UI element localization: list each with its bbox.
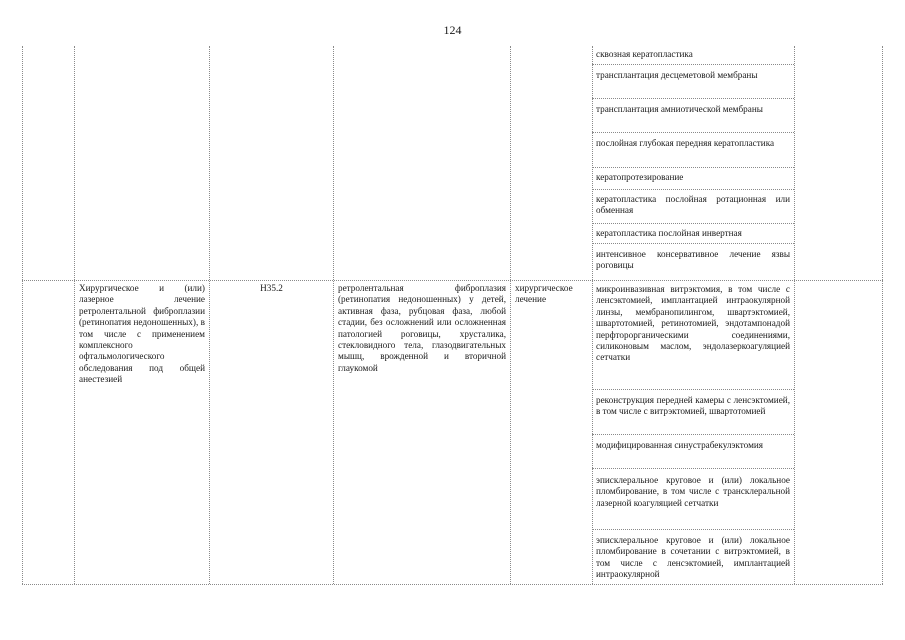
method-cell: микроинвазивная витрэктомия, в том числе с ленсэктомией, имплантацией интраокулярной линзы, мембранопилингом, швартэктомией, швартотомией, ретинотомией, эндотампонадой перфторорганическими соединениями, силиконовым маслом, эндолазеркоагуляцией сетчатки [596,284,790,363]
column-border [209,46,210,584]
method-separator [592,132,794,133]
method-cell: послойная глубокая передняя кератопластика [596,138,775,148]
method-separator [592,64,794,65]
method-cell: модифицированная синустрабекулэктомия [596,440,764,450]
method-separator [592,389,794,390]
column-border [74,46,75,584]
column-border [794,46,795,584]
method-separator [592,529,794,530]
column-border [333,46,334,584]
method-separator [592,98,794,99]
column-border [510,46,511,584]
method-cell: сквозная кератопластика [596,49,693,59]
method-cell: кератопластика послойная ротационная или обменная [596,194,790,216]
method-separator [592,434,794,435]
table-bottom-border [22,584,883,585]
treatment-type-cell: хирургическое лечение [515,283,573,305]
method-separator [592,167,794,168]
method-cell: кератопластика послойная инвертная [596,228,742,238]
method-separator [592,468,794,469]
column-border [22,46,23,584]
method-separator [592,189,794,190]
patient-model-cell: ретролентальная фиброплазия (ретинопатия недоношенных) у детей, активная фаза, рубцовая фаза, любой стадии, без осложнений или осложненная патологией роговицы, хрусталика, стекловидного тела, глазодвигательных мышц, врожденной и вторичной глаукомой [338,283,506,373]
method-separator [592,223,794,224]
column-border [592,46,593,584]
method-cell: эписклеральное круговое и (или) локальное пломбирование в сочетании с витрэктомией, в том числе с ленсэктомией, имплантацией интраокулярной [596,535,790,580]
page-number: 124 [443,23,462,37]
table-row-separator [22,280,883,281]
method-cell: кератопротезирование [596,172,684,182]
method-cell: реконструкция передней камеры с ленсэктомией, в том числе с витрэктомией, швартотомией [596,395,790,417]
method-cell: интенсивное консервативное лечение язвы роговицы [596,249,790,271]
column-border [882,46,883,584]
method-separator [592,243,794,244]
method-cell: трансплантация амниотической мембраны [596,104,763,114]
icd-code-cell: H35.2 [260,283,283,293]
method-cell: эписклеральное круговое и (или) локальное пломбирование, в том числе с трансклеральной лазерной коагуляцией сетчатки [596,475,790,508]
method-cell: трансплантация десцеметовой мембраны [596,70,758,80]
care-name-cell: Хирургическое и (или) лазерное лечение ретролентальной фиброплазии (ретинопатия недоношенных), в том числе с применением комплексного офтальмологического обследования под общей анестезией [79,283,205,385]
